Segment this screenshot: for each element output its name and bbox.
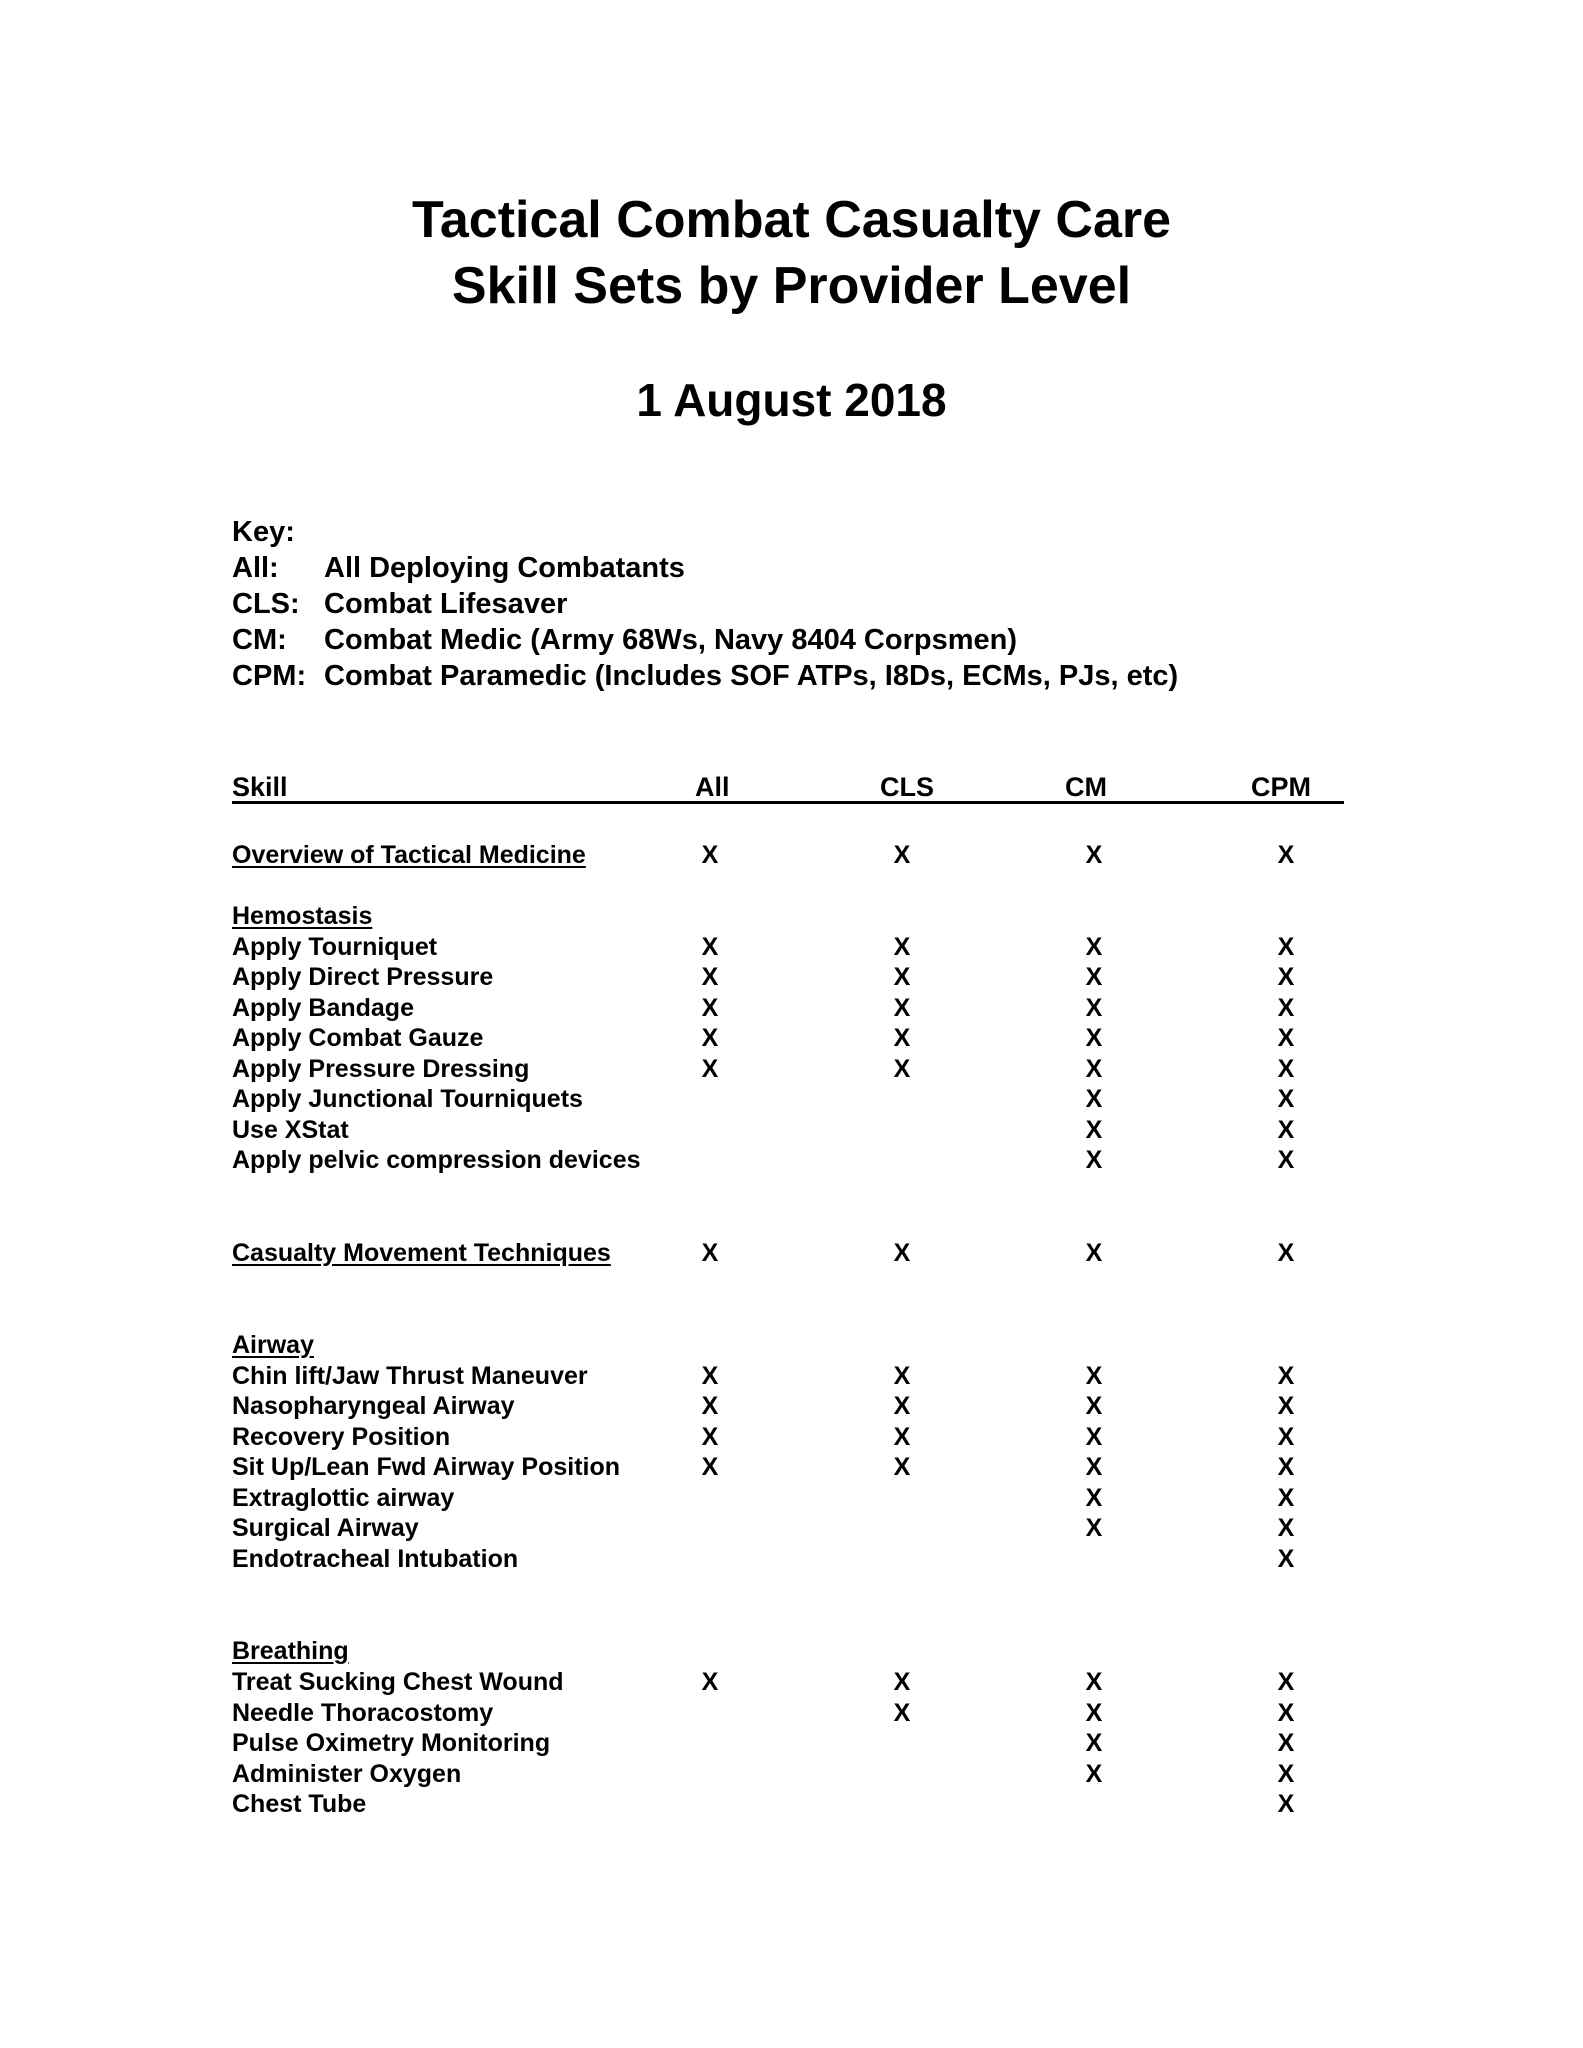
section-heading: Airway [232,1331,314,1359]
check-mark: X [1277,1239,1295,1267]
check-mark: X [1277,1362,1295,1390]
check-mark: X [893,1362,911,1390]
check-mark: X [1277,1392,1295,1420]
check-mark: X [1277,1453,1295,1481]
check-mark: X [1277,841,1295,869]
check-mark: X [1277,994,1295,1022]
check-mark: X [893,963,911,991]
skill-label: Recovery Position [232,1423,451,1451]
column-header-all: All [695,772,730,802]
skill-label: Chest Tube [232,1790,367,1818]
check-mark: X [893,1024,911,1052]
check-mark: X [1085,1453,1103,1481]
check-mark: X [1277,1514,1295,1542]
key-desc: Combat Paramedic (Includes SOF ATPs, I8Ds, ECMs, PJs, etc) [324,660,1179,692]
check-mark: X [701,994,719,1022]
check-mark: X [1277,1024,1295,1052]
column-header-skill: Skill [232,772,288,802]
check-mark: X [1085,1729,1103,1757]
check-mark: X [1277,1699,1295,1727]
check-mark: X [1277,1484,1295,1512]
skill-label: Treat Sucking Chest Wound [232,1668,564,1696]
section-heading: Hemostasis [232,902,373,930]
check-mark: X [701,1024,719,1052]
key-abbr: CM: [232,624,287,656]
check-mark: X [1085,1514,1103,1542]
skill-label: Endotracheal Intubation [232,1545,519,1573]
check-mark: X [1085,1423,1103,1451]
check-mark: X [1085,1239,1103,1267]
skill-label: Apply Tourniquet [232,933,438,961]
skill-label: Apply Direct Pressure [232,963,494,991]
check-mark: X [893,1239,911,1267]
check-mark: X [1085,1085,1103,1113]
check-mark: X [1277,1116,1295,1144]
skill-label: Extraglottic airway [232,1484,455,1512]
check-mark: X [701,1668,719,1696]
check-mark: X [1085,1392,1103,1420]
key-entry [232,622,1017,658]
skill-label: Needle Thoracostomy [232,1699,494,1727]
check-mark: X [701,963,719,991]
check-mark: X [1277,933,1295,961]
skill-label: Apply Pressure Dressing [232,1055,530,1083]
check-mark: X [1277,1146,1295,1174]
check-mark: X [1277,1055,1295,1083]
document-title-line-1: Tactical Combat Casualty Care [411,191,1172,249]
key-label: Key: [232,516,295,548]
check-mark: X [1085,933,1103,961]
check-mark: X [701,1423,719,1451]
check-mark: X [1277,1729,1295,1757]
check-mark: X [1085,1484,1103,1512]
skill-label: Overview of Tactical Medicine [232,841,586,869]
check-mark: X [701,841,719,869]
check-mark: X [1085,963,1103,991]
skill-label: Sit Up/Lean Fwd Airway Position [232,1453,621,1481]
check-mark: X [1085,1362,1103,1390]
check-mark: X [1277,1545,1295,1573]
skill-label: Apply Junctional Tourniquets [232,1085,583,1113]
key-entry [232,586,567,622]
check-mark: X [1277,1760,1295,1788]
header-rule [232,801,1344,804]
key-desc: Combat Medic (Army 68Ws, Navy 8404 Corpsmen) [324,624,1017,656]
check-mark: X [701,1362,719,1390]
skill-label: Use XStat [232,1116,349,1144]
skill-label: Apply Combat Gauze [232,1024,484,1052]
check-mark: X [893,1392,911,1420]
check-mark: X [893,1423,911,1451]
column-header-cls: CLS [880,772,934,802]
check-mark: X [1277,1668,1295,1696]
check-mark: X [1085,1668,1103,1696]
check-mark: X [1085,841,1103,869]
key-abbr: All: [232,552,279,584]
check-mark: X [893,933,911,961]
check-mark: X [1085,1699,1103,1727]
column-header-cpm: CPM [1251,772,1311,802]
check-mark: X [701,1239,719,1267]
check-mark: X [1277,963,1295,991]
skill-label: Casualty Movement Techniques [232,1239,611,1267]
key-desc: All Deploying Combatants [324,552,685,584]
check-mark: X [893,841,911,869]
check-mark: X [1085,1055,1103,1083]
check-mark: X [1085,1146,1103,1174]
check-mark: X [1277,1423,1295,1451]
skill-label: Pulse Oximetry Monitoring [232,1729,551,1757]
check-mark: X [1085,1024,1103,1052]
check-mark: X [893,1699,911,1727]
section-heading: Breathing [232,1637,349,1665]
check-mark: X [1085,1116,1103,1144]
check-mark: X [1085,994,1103,1022]
document-title-line-2: Skill Sets by Provider Level [451,257,1132,315]
check-mark: X [701,1453,719,1481]
key-entry [232,658,1178,694]
column-header-cm: CM [1065,772,1107,802]
check-mark: X [1277,1790,1295,1818]
key-entry [232,550,685,586]
check-mark: X [701,1055,719,1083]
skill-label: Apply pelvic compression devices [232,1146,641,1174]
document-date: 1 August 2018 [636,374,947,426]
skill-label: Chin lift/Jaw Thrust Maneuver [232,1362,588,1390]
skill-label: Nasopharyngeal Airway [232,1392,515,1420]
skill-label: Surgical Airway [232,1514,419,1542]
skill-label: Administer Oxygen [232,1760,462,1788]
check-mark: X [893,1055,911,1083]
check-mark: X [1085,1760,1103,1788]
check-mark: X [893,1668,911,1696]
key-desc: Combat Lifesaver [324,588,568,620]
check-mark: X [1277,1085,1295,1113]
check-mark: X [701,1392,719,1420]
skill-label: Apply Bandage [232,994,414,1022]
check-mark: X [893,994,911,1022]
check-mark: X [701,933,719,961]
check-mark: X [893,1453,911,1481]
key-abbr: CLS: [232,588,300,620]
key-abbr: CPM: [232,660,307,692]
